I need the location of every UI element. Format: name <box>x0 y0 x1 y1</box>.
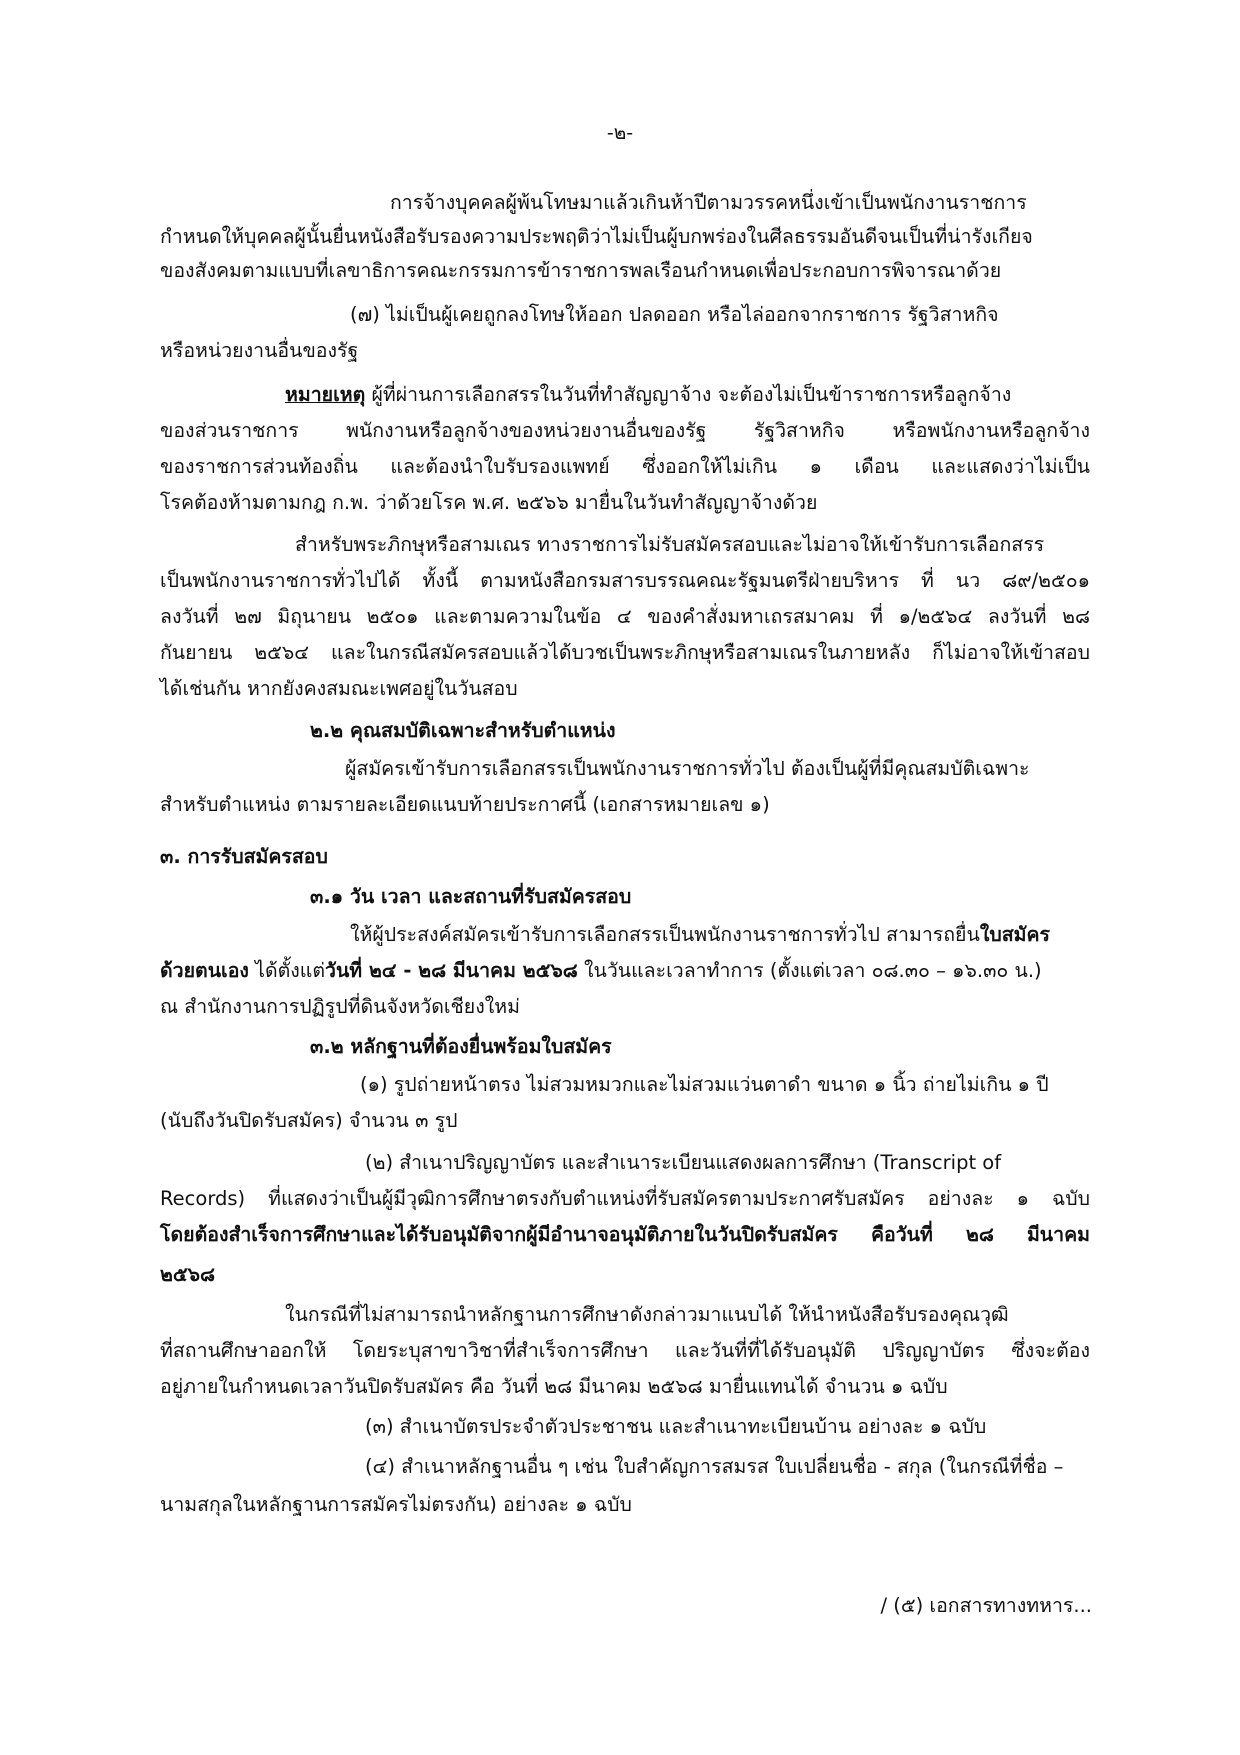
paragraph-line: เป็นพนักงานราชการทั่วไปได้ ทั้งนี้ ตามหนังสือกรมสารบรรณคณะรัฐมนตรีฝ่ายบริหาร ที่ นว ๘๙/๒๕๐๑ <box>160 569 1090 592</box>
paragraph-line: หรือหน่วยงานอื่นของรัฐ <box>160 339 359 362</box>
text-run-bold: ด้วยตนเอง <box>160 959 249 982</box>
paragraph-line <box>160 954 1042 988</box>
continuation-footer: / (๕) เอกสารทางทหาร... <box>880 1594 1092 1617</box>
list-item-4: (๔) สำเนาหลักฐานอื่น ๆ เช่น ใบสำคัญการสมรส ใบเปลี่ยนชื่อ - สกุล (ในกรณีที่ชื่อ – <box>365 1455 1064 1478</box>
list-item-1: (๑) รูปถ่ายหน้าตรง ไม่สวมหมวกและไม่สวมแว่นตาดำ ขนาด ๑ นิ้ว ถ่ายไม่เกิน ๑ ปี <box>360 1073 1049 1096</box>
paragraph-line: ณ สำนักงานการปฏิรูปที่ดินจังหวัดเชียงใหม่ <box>160 995 520 1018</box>
note-label: หมายเหตุ <box>285 383 366 406</box>
paragraph-line: ที่สถานศึกษาออกให้ โดยระบุสาขาวิชาที่สำเร็จการศึกษา และวันที่ที่ได้รับอนุมัติ ปริญญาบัตร ซึ่งจะต้อง <box>160 1339 1090 1362</box>
paragraph-line: โรคต้องห้ามตามกฎ ก.พ. ว่าด้วยโรค พ.ศ. ๒๕๖๖ มายื่นในวันทำสัญญาจ้างด้วย <box>160 491 818 514</box>
page-number: -๒- <box>606 122 634 144</box>
note-line <box>285 378 1011 412</box>
list-item-2: (๒) สำเนาปริญญาบัตร และสำเนาระเบียนแสดงผลการศึกษา (Transcript of <box>365 1151 1002 1174</box>
paragraph-line: กันยายน ๒๕๖๔ และในกรณีสมัครสอบแล้วได้บวชเป็นพระภิกษุหรือสามเณรในภายหลัง ก็ไม่อาจให้เข้าสอบ <box>160 641 1090 664</box>
paragraph-line: ในกรณีที่ไม่สามารถนำหลักฐานการศึกษาดังกล่าวมาแนบได้ ให้นำหนังสือรับรองคุณวุฒิ <box>285 1303 1009 1326</box>
paragraph-line: กำหนดให้บุคคลผู้นั้นยื่นหนังสือรับรองความประพฤติว่าไม่เป็นผู้บกพร่องในศีลธรรมอันดีจนเป็นที่น่ารังเกียจ <box>160 225 1033 248</box>
section-heading-3: ๓. การรับสมัครสอบ <box>160 845 328 868</box>
paragraph-line: ของส่วนราชการ พนักงานหรือลูกจ้างของหน่วยงานอื่นของรัฐ รัฐวิสาหกิจ หรือพนักงานหรือลูกจ้าง <box>160 419 1090 442</box>
paragraph-line: ผู้สมัครเข้ารับการเลือกสรรเป็นพนักงานราชการทั่วไป ต้องเป็นผู้ที่มีคุณสมบัติเฉพาะ <box>345 757 1030 780</box>
paragraph-line: ของราชการส่วนท้องถิ่น และต้องนำใบรับรองแพทย์ ซึ่งออกให้ไม่เกิน ๑ เดือน และแสดงว่าไม่เป็น <box>160 455 1090 478</box>
paragraph-line: ลงวันที่ ๒๗ มิถุนายน ๒๕๐๑ และตามความในข้อ ๔ ของคำสั่งมหาเถรสมาคม ที่ ๑/๒๕๖๔ ลงวันที่ ๒๘ <box>160 605 1090 628</box>
section-heading-3-2: ๓.๒ หลักฐานที่ต้องยื่นพร้อมใบสมัคร <box>310 1035 612 1058</box>
paragraph-line: ได้เช่นกัน หากยังคงสมณะเพศอยู่ในวันสอบ <box>160 677 518 700</box>
note-text: ผู้ที่ผ่านการเลือกสรรในวันที่ทำสัญญาจ้าง จะต้องไม่เป็นข้าราชการหรือลูกจ้าง <box>365 383 1012 406</box>
text-run: ในวันและเวลาทำการ (ตั้งแต่เวลา ๐๘.๓๐ – ๑๖.๓๐ น.) <box>577 959 1042 982</box>
paragraph-line: (นับถึงวันปิดรับสมัคร) จำนวน ๓ รูป <box>160 1109 458 1132</box>
paragraph-line: นามสกุลในหลักฐานการสมัครไม่ตรงกัน) อย่างละ ๑ ฉบับ <box>160 1493 632 1516</box>
paragraph-line: ของสังคมตามแบบที่เลขาธิการคณะกรรมการข้าราชการพลเรือนกำหนดเพื่อประกอบการพิจารณาด้วย <box>160 259 1002 282</box>
section-heading-2-2: ๒.๒ คุณสมบัติเฉพาะสำหรับตำแหน่ง <box>310 719 616 742</box>
text-run: ให้ผู้ประสงค์สมัครเข้ารับการเลือกสรรเป็นพนักงานราชการทั่วไป สามารถยื่น <box>350 923 980 946</box>
text-run-bold: ใบสมัคร <box>979 923 1050 946</box>
list-item-7: (๗) ไม่เป็นผู้เคยถูกลงโทษให้ออก ปลดออก หรือไล่ออกจากราชการ รัฐวิสาหกิจ <box>350 303 999 326</box>
text-run: ได้ตั้งแต่ <box>248 959 326 982</box>
list-item-3: (๓) สำเนาบัตรประจำตัวประชาชน และสำเนาทะเบียนบ้าน อย่างละ ๑ ฉบับ <box>365 1415 987 1438</box>
paragraph-line-bold: โดยต้องสำเร็จการศึกษาและได้รับอนุมัติจากผู้มีอำนาจอนุมัติภายในวันปิดรับสมัคร คือวันที่ ๒๘ มีนาคม <box>160 1223 1090 1246</box>
paragraph-line: อยู่ภายในกำหนดเวลาวันปิดรับสมัคร คือ วันที่ ๒๘ มีนาคม ๒๕๖๘ มายื่นแทนได้ จำนวน ๑ ฉบับ <box>160 1375 948 1398</box>
paragraph-line: Records) ที่แสดงว่าเป็นผู้มีวุฒิการศึกษาตรงกับตำแหน่งที่รับสมัครตามประกาศรับสมัคร อย่างละ ๑ ฉบับ <box>160 1187 1090 1210</box>
paragraph-line: การจ้างบุคคลผู้พ้นโทษมาแล้วเกินห้าปีตามวรรคหนึ่งเข้าเป็นพนักงานราชการ <box>390 191 1027 214</box>
paragraph-line-bold: ๒๕๖๘ <box>160 1263 216 1286</box>
section-heading-3-1: ๓.๑ วัน เวลา และสถานที่รับสมัครสอบ <box>310 885 632 908</box>
application-dates: วันที่ ๒๔ - ๒๘ มีนาคม ๒๕๖๘ <box>325 959 578 982</box>
paragraph-line <box>350 918 1050 952</box>
paragraph-line: สำหรับพระภิกษุหรือสามเณร ทางราชการไม่รับสมัครสอบและไม่อาจให้เข้ารับการเลือกสรร <box>295 533 1045 556</box>
paragraph-line: สำหรับตำแหน่ง ตามรายละเอียดแนบท้ายประกาศนี้ (เอกสารหมายเลข ๑) <box>160 793 770 816</box>
